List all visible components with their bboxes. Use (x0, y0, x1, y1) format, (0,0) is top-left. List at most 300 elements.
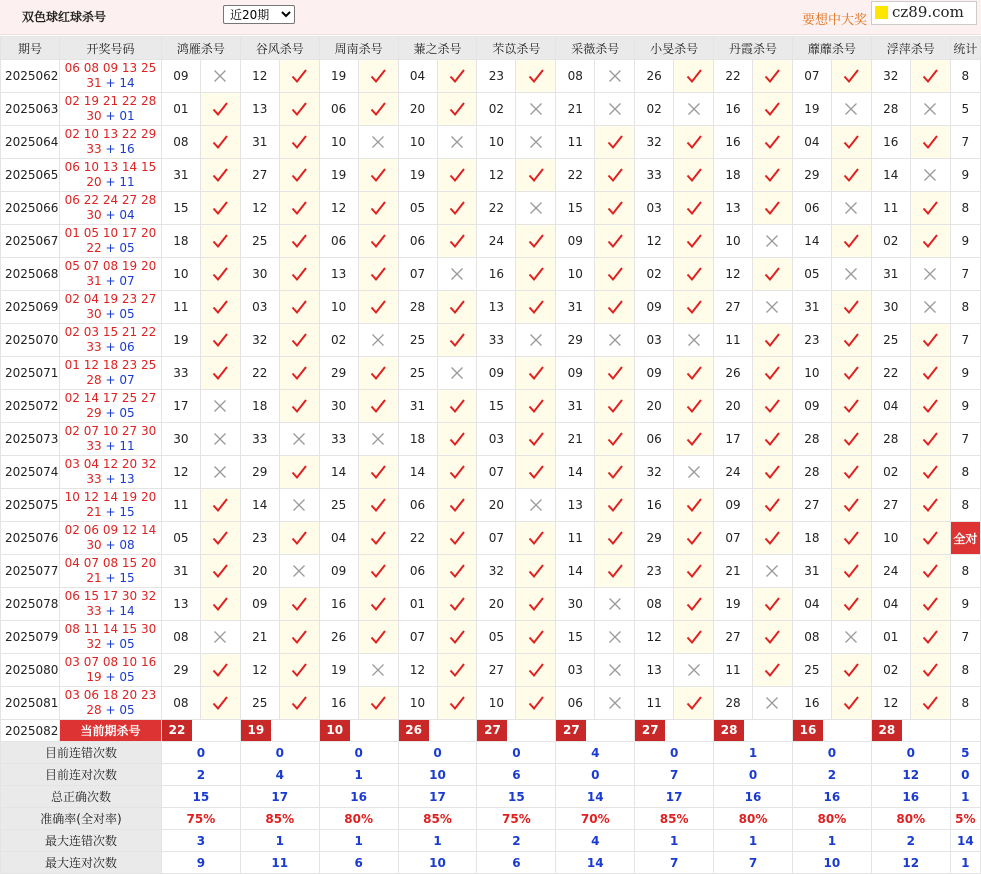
check-icon (607, 431, 623, 447)
kill-number: 16 (714, 93, 753, 126)
check-icon (764, 398, 780, 414)
check-icon (843, 398, 859, 414)
summary-value: 10 (398, 852, 477, 874)
red-ball-last: 33 (86, 340, 102, 354)
check-icon (922, 200, 938, 216)
check-icon (528, 365, 544, 381)
draw-cell (59, 357, 161, 390)
summary-value: 11 (240, 852, 319, 874)
summary-value: 0 (792, 742, 871, 764)
kill-number: 14 (398, 456, 437, 489)
cross-icon (607, 68, 623, 84)
col-expert[interactable]: 芣苡杀号 (477, 37, 556, 60)
col-expert[interactable]: 蒹之杀号 (398, 37, 477, 60)
current-kill-cell (240, 720, 319, 742)
summary-value: 6 (477, 764, 556, 786)
result-correct (358, 555, 398, 588)
result-correct (595, 192, 635, 225)
period-cell: 2025067 (1, 225, 60, 258)
check-icon (686, 365, 702, 381)
result-wrong (200, 456, 240, 489)
kill-number: 07 (714, 522, 753, 555)
red-ball-last: 31 (86, 76, 102, 90)
summary-value: 4 (240, 764, 319, 786)
result-correct (516, 225, 556, 258)
kill-number: 08 (635, 588, 674, 621)
current-period-row (1, 720, 981, 742)
result-correct (595, 291, 635, 324)
check-icon (449, 596, 465, 612)
current-kill-cell (871, 720, 950, 742)
cross-icon (607, 629, 623, 645)
summary-value: 15 (477, 786, 556, 808)
check-icon (922, 398, 938, 414)
check-icon (528, 266, 544, 282)
check-icon (764, 431, 780, 447)
check-icon (922, 332, 938, 348)
table-row (1, 225, 981, 258)
result-correct (753, 324, 793, 357)
check-icon (291, 398, 307, 414)
kill-number: 24 (871, 555, 910, 588)
kill-number: 25 (240, 687, 279, 720)
draw-cell (59, 60, 161, 93)
cross-icon (212, 629, 228, 645)
kill-number: 02 (635, 258, 674, 291)
result-correct (831, 489, 871, 522)
period-cell: 2025081 (1, 687, 60, 720)
result-wrong (200, 390, 240, 423)
plus-sign: + (105, 472, 116, 486)
table-row (1, 357, 981, 390)
draw-line-2 (60, 472, 161, 487)
result-correct (910, 60, 950, 93)
check-icon (607, 464, 623, 480)
red-balls: 02 04 19 23 27 (64, 292, 157, 306)
table-row (1, 621, 981, 654)
kill-number: 05 (477, 621, 516, 654)
row-stat: 9 (950, 390, 980, 423)
check-icon (764, 365, 780, 381)
site-logo[interactable] (871, 1, 977, 25)
result-correct (279, 687, 319, 720)
draw-line-2 (60, 505, 161, 520)
kill-number: 20 (714, 390, 753, 423)
kill-number: 11 (556, 126, 595, 159)
check-icon (843, 497, 859, 513)
kill-number: 26 (319, 621, 358, 654)
cross-icon (370, 332, 386, 348)
check-icon (686, 266, 702, 282)
table-row (1, 588, 981, 621)
result-correct (910, 357, 950, 390)
blue-ball: 05 (119, 670, 135, 684)
kill-number: 31 (161, 159, 200, 192)
kill-number: 29 (240, 456, 279, 489)
summary-value: 10 (792, 852, 871, 874)
kill-number: 29 (635, 522, 674, 555)
kill-number: 04 (871, 588, 910, 621)
kill-number: 09 (319, 555, 358, 588)
col-expert[interactable]: 蘼蘼杀号 (792, 37, 871, 60)
draw-line-1 (60, 61, 161, 76)
check-icon (922, 68, 938, 84)
result-correct (831, 225, 871, 258)
kill-number: 25 (398, 324, 437, 357)
check-icon (212, 563, 228, 579)
row-stat: 7 (950, 324, 980, 357)
blue-ball: 15 (119, 505, 135, 519)
check-icon (843, 464, 859, 480)
kill-number: 24 (477, 225, 516, 258)
summary-stat: 14 (950, 830, 980, 852)
plus-sign: + (105, 604, 116, 618)
check-icon (922, 629, 938, 645)
logo-text: cz89.com (892, 3, 964, 21)
result-correct (595, 126, 635, 159)
check-icon (528, 431, 544, 447)
summary-value: 4 (556, 830, 635, 852)
kill-number: 32 (871, 60, 910, 93)
result-correct (437, 93, 477, 126)
result-correct (200, 258, 240, 291)
summary-value: 0 (398, 742, 477, 764)
cross-icon (370, 662, 386, 678)
result-correct (674, 621, 714, 654)
check-icon (922, 596, 938, 612)
draw-line-1 (60, 292, 161, 307)
kill-number: 25 (792, 654, 831, 687)
check-icon (370, 596, 386, 612)
check-icon (449, 101, 465, 117)
summary-value: 2 (161, 764, 240, 786)
result-correct (595, 522, 635, 555)
row-stat: 9 (950, 588, 980, 621)
red-balls: 03 04 12 20 32 (64, 457, 157, 471)
kill-number: 18 (161, 225, 200, 258)
kill-number: 16 (635, 489, 674, 522)
check-icon (843, 662, 859, 678)
summary-row (1, 852, 981, 874)
cross-icon (686, 332, 702, 348)
col-expert[interactable]: 鸿雁杀号 (161, 37, 240, 60)
check-icon (449, 695, 465, 711)
result-wrong (437, 357, 477, 390)
draw-line-2 (60, 175, 161, 190)
check-icon (370, 101, 386, 117)
current-kill-cell (714, 720, 793, 742)
result-correct (358, 522, 398, 555)
check-icon (843, 167, 859, 183)
check-icon (922, 431, 938, 447)
result-correct (753, 621, 793, 654)
result-correct (674, 357, 714, 390)
check-icon (843, 563, 859, 579)
kill-number: 31 (398, 390, 437, 423)
kill-number: 30 (319, 390, 358, 423)
check-icon (686, 497, 702, 513)
kill-number: 29 (556, 324, 595, 357)
result-correct (437, 621, 477, 654)
table-row (1, 159, 981, 192)
table-row (1, 291, 981, 324)
col-expert[interactable]: 小旻杀号 (635, 37, 714, 60)
kill-number: 11 (161, 291, 200, 324)
result-wrong (831, 93, 871, 126)
summary-stat: 1 (950, 786, 980, 808)
summary-value: 0 (319, 742, 398, 764)
summary-label: 目前连对次数 (1, 764, 162, 786)
result-wrong (910, 159, 950, 192)
result-correct (674, 522, 714, 555)
check-icon (843, 365, 859, 381)
cross-icon (843, 266, 859, 282)
check-icon (528, 662, 544, 678)
summary-label: 目前连错次数 (1, 742, 162, 764)
check-icon (449, 233, 465, 249)
summary-value: 9 (161, 852, 240, 874)
kill-number: 06 (398, 555, 437, 588)
summary-value: 75% (161, 808, 240, 830)
check-icon (212, 101, 228, 117)
red-balls: 04 07 08 15 20 (64, 556, 157, 570)
summary-stat: 5% (950, 808, 980, 830)
result-correct (595, 489, 635, 522)
kill-number: 12 (477, 159, 516, 192)
result-correct (437, 192, 477, 225)
red-balls: 06 10 13 14 15 (64, 160, 157, 174)
draw-line-1 (60, 127, 161, 142)
cross-icon (449, 266, 465, 282)
draw-cell (59, 423, 161, 456)
summary-value: 80% (319, 808, 398, 830)
draw-cell (59, 93, 161, 126)
kill-number: 05 (398, 192, 437, 225)
draw-line-1 (60, 622, 161, 637)
row-stat: 8 (950, 456, 980, 489)
result-correct (674, 687, 714, 720)
kill-number: 19 (792, 93, 831, 126)
result-correct (753, 159, 793, 192)
result-wrong (831, 621, 871, 654)
current-kill-cell (792, 720, 871, 742)
current-kill-number: 10 (320, 720, 350, 741)
check-icon (370, 464, 386, 480)
result-wrong (753, 687, 793, 720)
check-icon (764, 497, 780, 513)
result-correct (279, 357, 319, 390)
kill-number: 22 (477, 192, 516, 225)
red-ball-last: 33 (86, 604, 102, 618)
row-stat: 9 (950, 225, 980, 258)
result-correct (831, 555, 871, 588)
kill-number: 15 (556, 621, 595, 654)
result-wrong (753, 555, 793, 588)
kill-number: 06 (398, 489, 437, 522)
summary-value: 85% (240, 808, 319, 830)
result-correct (831, 588, 871, 621)
draw-cell (59, 390, 161, 423)
result-correct (831, 687, 871, 720)
row-stat: 9 (950, 357, 980, 390)
kill-number: 14 (556, 456, 595, 489)
kill-number: 06 (556, 687, 595, 720)
result-correct (595, 555, 635, 588)
check-icon (528, 398, 544, 414)
result-wrong (674, 654, 714, 687)
summary-value: 3 (161, 830, 240, 852)
period-cell: 2025070 (1, 324, 60, 357)
kill-number: 33 (161, 357, 200, 390)
check-icon (843, 530, 859, 546)
kill-number: 09 (556, 225, 595, 258)
result-correct (437, 291, 477, 324)
check-icon (212, 266, 228, 282)
result-wrong (910, 291, 950, 324)
row-stat: 8 (950, 192, 980, 225)
result-correct (279, 192, 319, 225)
result-wrong (516, 324, 556, 357)
check-icon (212, 332, 228, 348)
period-cell: 2025082 (1, 720, 60, 742)
summary-value: 0 (714, 764, 793, 786)
col-expert[interactable]: 采薇杀号 (556, 37, 635, 60)
kill-number: 26 (635, 60, 674, 93)
check-icon (449, 332, 465, 348)
result-correct (437, 687, 477, 720)
period-select[interactable] (223, 5, 295, 24)
result-correct (753, 390, 793, 423)
result-correct (674, 423, 714, 456)
check-icon (528, 563, 544, 579)
summary-value: 0 (871, 742, 950, 764)
current-kill-number: 26 (399, 720, 429, 741)
kill-number: 22 (398, 522, 437, 555)
blue-ball: 06 (119, 340, 135, 354)
result-wrong (674, 324, 714, 357)
check-icon (922, 134, 938, 150)
check-icon (607, 134, 623, 150)
check-icon (686, 398, 702, 414)
check-icon (607, 200, 623, 216)
result-correct (279, 621, 319, 654)
result-correct (753, 357, 793, 390)
result-correct (200, 225, 240, 258)
summary-value: 0 (556, 764, 635, 786)
check-icon (764, 662, 780, 678)
check-icon (291, 299, 307, 315)
result-correct (200, 687, 240, 720)
red-ball-last: 20 (86, 175, 102, 189)
result-correct (910, 588, 950, 621)
kill-number: 16 (714, 126, 753, 159)
kill-number: 13 (240, 93, 279, 126)
check-icon (449, 398, 465, 414)
col-expert[interactable]: 浮萍杀号 (871, 37, 950, 60)
check-icon (528, 167, 544, 183)
page-title: 双色球红球杀号 (22, 10, 107, 24)
result-correct (200, 324, 240, 357)
result-correct (674, 390, 714, 423)
result-wrong (910, 93, 950, 126)
col-expert[interactable]: 周南杀号 (319, 37, 398, 60)
row-stat: 8 (950, 60, 980, 93)
check-icon (449, 497, 465, 513)
kill-number: 19 (319, 159, 358, 192)
kill-number: 06 (635, 423, 674, 456)
summary-value: 4 (556, 742, 635, 764)
result-correct (437, 654, 477, 687)
check-icon (764, 134, 780, 150)
check-icon (370, 68, 386, 84)
result-correct (358, 159, 398, 192)
col-expert[interactable]: 谷风杀号 (240, 37, 319, 60)
kill-number: 11 (635, 687, 674, 720)
blue-ball: 05 (119, 637, 135, 651)
check-icon (607, 530, 623, 546)
cross-icon (922, 101, 938, 117)
kill-number: 22 (240, 357, 279, 390)
result-wrong (595, 60, 635, 93)
blue-ball: 01 (119, 109, 135, 123)
summary-stat: 0 (950, 764, 980, 786)
summary-value: 80% (714, 808, 793, 830)
kill-number: 16 (871, 126, 910, 159)
draw-cell (59, 225, 161, 258)
draw-cell (59, 258, 161, 291)
current-kill-number: 28 (872, 720, 902, 741)
check-icon (607, 365, 623, 381)
result-correct (674, 258, 714, 291)
current-kill-cell (398, 720, 477, 742)
summary-value: 2 (792, 764, 871, 786)
col-expert[interactable]: 丹霞杀号 (714, 37, 793, 60)
check-icon (291, 233, 307, 249)
red-balls: 05 07 08 19 20 (64, 259, 157, 273)
kill-number: 17 (161, 390, 200, 423)
kill-number: 31 (240, 126, 279, 159)
kill-number: 10 (161, 258, 200, 291)
kill-number: 02 (477, 93, 516, 126)
result-wrong (437, 258, 477, 291)
check-icon (291, 332, 307, 348)
red-ball-last: 21 (86, 505, 102, 519)
period-cell: 2025076 (1, 522, 60, 555)
blue-ball: 11 (119, 439, 135, 453)
draw-line-1 (60, 193, 161, 208)
check-icon (212, 662, 228, 678)
check-icon (449, 200, 465, 216)
kill-number: 03 (635, 192, 674, 225)
result-correct (358, 225, 398, 258)
kill-number: 12 (240, 192, 279, 225)
result-correct (595, 357, 635, 390)
draw-line-1 (60, 490, 161, 505)
kill-number: 10 (319, 126, 358, 159)
kill-number: 29 (792, 159, 831, 192)
draw-line-1 (60, 391, 161, 406)
red-ball-last: 33 (86, 142, 102, 156)
result-correct (358, 489, 398, 522)
kill-number: 09 (477, 357, 516, 390)
kill-number: 19 (319, 654, 358, 687)
kill-number: 10 (398, 126, 437, 159)
draw-line-1 (60, 457, 161, 472)
result-wrong (279, 423, 319, 456)
blue-ball: 14 (119, 76, 135, 90)
plus-sign: + (105, 571, 116, 585)
kill-number: 20 (477, 588, 516, 621)
